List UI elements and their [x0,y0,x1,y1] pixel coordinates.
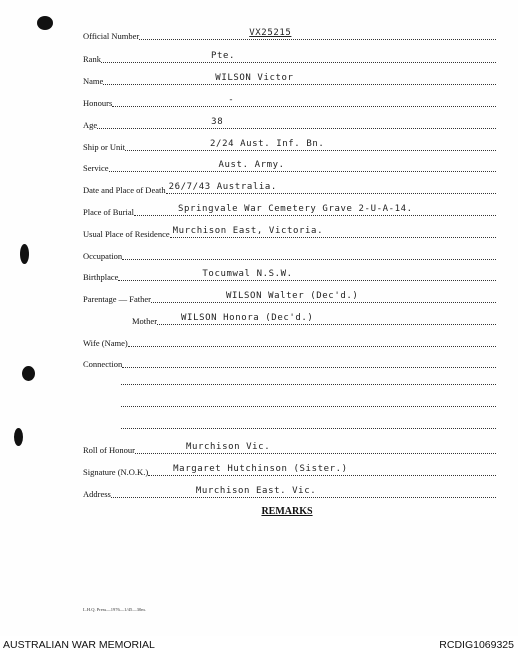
connection-label: Connection [83,359,123,369]
official-number-label: Official Number [83,31,140,41]
punch-hole [22,366,35,381]
address-value: Murchison East. Vic. [195,486,317,496]
print-note: L.H.Q. Press—1976—1/45—30m. [83,607,146,612]
punch-hole [37,16,53,30]
signature-row [83,462,496,478]
address-label: Address [83,489,111,499]
burial-value: Springvale War Cemetery Grave 2-U-A-14. [177,204,413,214]
service-label: Service [83,163,109,173]
signature-label: Signature (N.O.K.) [83,467,149,477]
footer-source: AUSTRALIAN WAR MEMORIAL [3,639,155,651]
signature-value: Margaret Hutchinson (Sister.) [173,464,348,474]
footer-record-id: RCDIG1069325 [439,639,514,651]
death-row [83,180,496,196]
official-number-row [83,26,496,42]
honours-value: - [228,95,235,105]
residence-label: Usual Place of Residence [83,229,170,239]
father-row [83,289,496,305]
ship-or-unit-label: Ship or Unit [83,142,126,152]
punch-hole [14,428,23,446]
rank-label: Rank [83,54,101,64]
birthplace-value: Tocumwal N.S.W. [202,269,293,279]
occupation-label: Occupation [83,251,123,261]
official-number-value: VX25215 [249,28,292,38]
age-label: Age [83,120,98,130]
mother-value: WILSON Honora (Dec'd.) [181,313,314,323]
name-value: WILSON Victor [215,73,294,83]
wife-label: Wife (Name) [83,338,128,348]
punch-hole [20,244,29,264]
occupation-row [83,246,496,262]
birthplace-row [83,267,496,283]
connection-row [83,354,496,370]
service-value: Aust. Army. [218,160,285,170]
age-value: 38 [211,117,224,127]
age-row [83,115,496,131]
ship-or-unit-value: 2/24 Aust. Inf. Bn. [210,139,325,149]
blank-line [121,406,496,407]
honours-label: Honours [83,98,113,108]
burial-label: Place of Burial [83,207,134,217]
roll-of-honour-row [83,440,496,456]
honours-row [83,93,496,109]
birthplace-label: Birthplace [83,272,119,282]
mother-row [132,311,496,327]
burial-row [83,202,496,218]
father-label: Parentage — Father [83,294,151,304]
blank-line [121,384,496,385]
address-row [83,484,496,500]
rank-row [83,49,496,65]
rank-value: Pte. [210,51,236,61]
blank-line [121,428,496,429]
name-label: Name [83,76,104,86]
residence-row [83,224,496,240]
footer [0,637,518,654]
ship-or-unit-row [83,137,496,153]
wife-row [83,333,496,349]
name-row [83,71,496,87]
death-value: 26/7/43 Australia. [168,182,277,192]
father-value: WILSON Walter (Dec'd.) [225,291,359,301]
service-row [83,158,496,174]
death-label: Date and Place of Death [83,185,166,195]
mother-label: Mother [132,316,158,326]
remarks-heading: REMARKS [261,506,313,517]
roll-of-honour-label: Roll of Honour [83,445,135,455]
residence-value: Murchison East, Victoria. [172,226,324,236]
roll-of-honour-value: Murchison Vic. [185,442,271,452]
